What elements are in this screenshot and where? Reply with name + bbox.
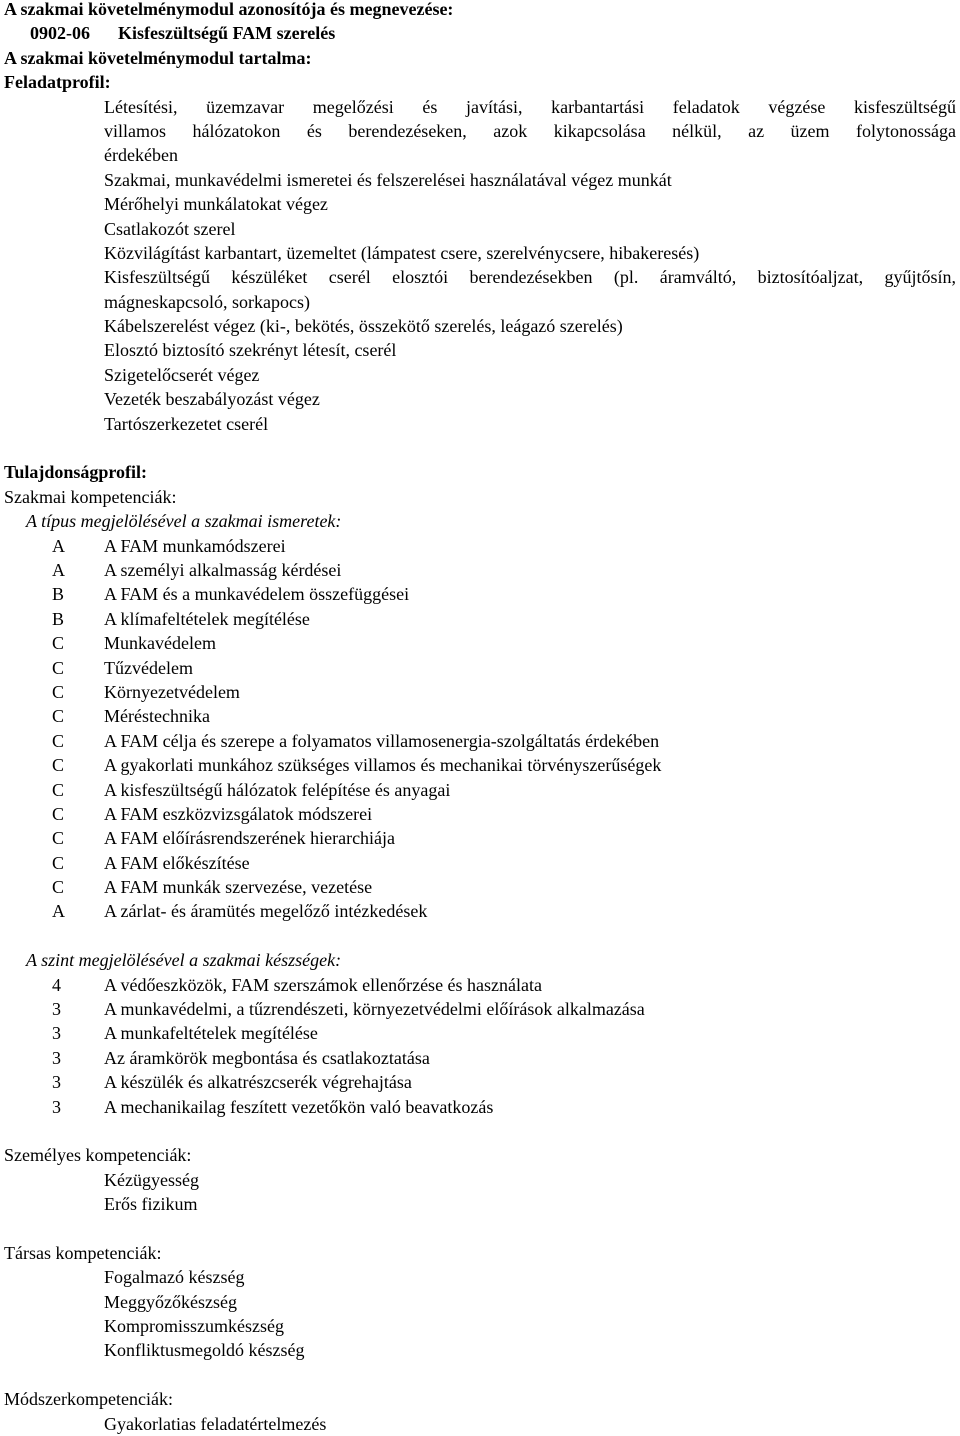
knowledge-row-code: C [52, 852, 65, 873]
module-id: 0902-06 [30, 23, 90, 44]
knowledge-row-code: A [52, 559, 65, 580]
knowledge-row [4, 802, 956, 826]
knowledge-row [4, 558, 956, 582]
knowledge-row [4, 826, 956, 850]
knowledge-row-text: Méréstechnika [104, 706, 210, 727]
knowledge-row [4, 680, 956, 704]
knowledge-row [4, 582, 956, 606]
professional-competences-label: Szakmai kompetenciák: [4, 486, 177, 507]
knowledge-subheading: A típus megjelölésével a szakmai ismeretek: [26, 511, 342, 532]
skill-row-code: 3 [52, 1047, 61, 1068]
knowledge-row [4, 851, 956, 875]
spacer [4, 1363, 956, 1387]
task-profile-item: Vezeték beszabályozást végez [104, 389, 320, 410]
content-heading: A szakmai követelménymodul tartalma: [4, 47, 312, 68]
knowledge-row-text: Munkavédelem [104, 633, 216, 654]
task-profile-item: Tartószerkezetet cserél [104, 413, 269, 434]
spacer [4, 924, 956, 948]
task-profile-intro [104, 95, 956, 168]
task-profile-intro-line: villamos hálózatokon és berendezéseken, azok kikapcsolása nélkül, az üzem folytonossága [104, 120, 956, 141]
knowledge-row-text: A zárlat- és áramütés megelőző intézkedések [104, 901, 428, 922]
knowledge-row [4, 729, 956, 753]
knowledge-row-text: A FAM eszközvizsgálatok módszerei [104, 803, 373, 824]
knowledge-row-text: A gyakorlati munkához szükséges villamos és mechanikai törvényszerűségek [104, 755, 662, 776]
knowledge-row-code: B [52, 608, 65, 629]
document-page [4, 0, 956, 1436]
knowledge-row-code: C [52, 706, 65, 727]
knowledge-list [4, 534, 956, 924]
social-competence-item: Fogalmazó készség [104, 1267, 245, 1288]
skill-row [4, 997, 956, 1021]
knowledge-row-text: A kisfeszültségű hálózatok felépítése és anyagai [104, 779, 451, 800]
knowledge-row-code: C [52, 877, 65, 898]
knowledge-row-text: A FAM előírásrendszerének hierarchiája [104, 828, 396, 849]
skills-subheading: A szint megjelölésével a szakmai készségek: [26, 950, 342, 971]
module-id-row [4, 21, 956, 45]
skills-list [4, 973, 956, 1119]
personal-competence-item: Kézügyesség [104, 1169, 199, 1190]
skill-row-text: A védőeszközök, FAM szerszámok ellenőrzése és használata [104, 974, 543, 995]
knowledge-row-text: Környezetvédelem [104, 681, 240, 702]
skill-row [4, 973, 956, 997]
module-name: Kisfeszültségű FAM szerelés [118, 23, 336, 44]
knowledge-row-text: A személyi alkalmasság kérdései [104, 559, 342, 580]
social-competence-item: Kompromisszumkészség [104, 1316, 284, 1337]
knowledge-row [4, 534, 956, 558]
task-profile-item: Csatlakozót szerel [104, 218, 236, 239]
knowledge-row [4, 778, 956, 802]
skill-row-text: A mechanikailag feszített vezetőkön való beavatkozás [104, 1096, 494, 1117]
task-profile-intro-line: érdekében [104, 145, 178, 166]
knowledge-row-code: A [52, 535, 65, 556]
method-competence-item: Gyakorlatias feladatértelmezés [104, 1413, 327, 1434]
skill-row [4, 1070, 956, 1094]
skill-row-code: 4 [52, 974, 61, 995]
task-profile-item: Elosztó biztosító szekrényt létesít, cserél [104, 340, 397, 361]
knowledge-row-code: C [52, 828, 65, 849]
property-profile-heading: Tulajdonságprofil: [4, 462, 148, 483]
task-profile-item: Szigetelőcserét végez [104, 364, 260, 385]
skill-row [4, 1046, 956, 1070]
module-heading: A szakmai követelménymodul azonosítója és megnevezése: [4, 0, 454, 19]
knowledge-row-code: B [52, 584, 65, 605]
personal-competence-item: Erős fizikum [104, 1194, 198, 1215]
task-profile-intro-line: Létesítési, üzemzavar megelőzési és javítási, karbantartási feladatok végzése kisfeszültségű [104, 96, 956, 117]
knowledge-row [4, 875, 956, 899]
social-competence-item: Konfliktusmegoldó készség [104, 1340, 305, 1361]
knowledge-row-text: A FAM és a munkavédelem összefüggései [104, 584, 410, 605]
task-profile-long-item-line: Kisfeszültségű készüléket cserél elosztói berendezésekben (pl. áramváltó, biztosítóaljzat, gyűjtősín, [104, 267, 956, 288]
task-profile-long-item [104, 265, 956, 314]
social-competences-label: Társas kompetenciák: [4, 1242, 162, 1263]
skill-row-code: 3 [52, 1096, 61, 1117]
skill-row-code: 3 [52, 1023, 61, 1044]
knowledge-row [4, 899, 956, 923]
skill-row-code: 3 [52, 1072, 61, 1093]
knowledge-row-code: C [52, 803, 65, 824]
knowledge-row-code: C [52, 779, 65, 800]
knowledge-row-code: C [52, 730, 65, 751]
knowledge-row-code: A [52, 901, 65, 922]
knowledge-row-text: A FAM munkák szervezése, vezetése [104, 877, 373, 898]
skill-row [4, 1095, 956, 1119]
knowledge-row [4, 656, 956, 680]
knowledge-row-code: C [52, 657, 65, 678]
knowledge-row [4, 631, 956, 655]
knowledge-row-text: A klímafeltételek megítélése [104, 608, 310, 629]
knowledge-row-code: C [52, 755, 65, 776]
skill-row-text: A munkafeltételek megítélése [104, 1023, 318, 1044]
knowledge-row-code: C [52, 681, 65, 702]
knowledge-row-text: A FAM célja és szerepe a folyamatos villamosenergia-szolgáltatás érdekében [104, 730, 660, 751]
task-profile-heading: Feladatprofil: [4, 72, 111, 93]
knowledge-row [4, 753, 956, 777]
task-profile-item: Közvilágítást karbantart, üzemeltet (lámpatest csere, szerelvénycsere, hibakeresés) [104, 242, 700, 263]
knowledge-row [4, 704, 956, 728]
task-profile-long-item-line: mágneskapcsoló, sorkapocs) [104, 291, 310, 312]
skill-row-text: A készülék és alkatrészcserék végrehajtása [104, 1072, 412, 1093]
skill-row-text: Az áramkörök megbontása és csatlakoztatása [104, 1047, 430, 1068]
skill-row-code: 3 [52, 999, 61, 1020]
knowledge-row-code: C [52, 633, 65, 654]
social-competence-item: Meggyőzőkészség [104, 1291, 237, 1312]
spacer [4, 436, 956, 460]
knowledge-row-text: A FAM munkamódszerei [104, 535, 286, 556]
task-profile-item: Kábelszerelést végez (ki-, bekötés, összekötő szerelés, leágazó szerelés) [104, 316, 623, 337]
task-profile-item: Mérőhelyi munkálatokat végez [104, 194, 328, 215]
knowledge-row-text: A FAM előkészítése [104, 852, 250, 873]
knowledge-row-text: Tűzvédelem [104, 657, 193, 678]
spacer [4, 1217, 956, 1241]
knowledge-row [4, 607, 956, 631]
task-profile-item: Szakmai, munkavédelmi ismeretei és felszerelései használatával végez munkát [104, 169, 672, 190]
skill-row [4, 1021, 956, 1045]
skill-row-text: A munkavédelmi, a tűzrendészeti, környezetvédelmi előírások alkalmazása [104, 999, 645, 1020]
spacer [4, 1119, 956, 1143]
personal-competences-label: Személyes kompetenciák: [4, 1145, 192, 1166]
method-competences-label: Módszerkompetenciák: [4, 1389, 173, 1410]
